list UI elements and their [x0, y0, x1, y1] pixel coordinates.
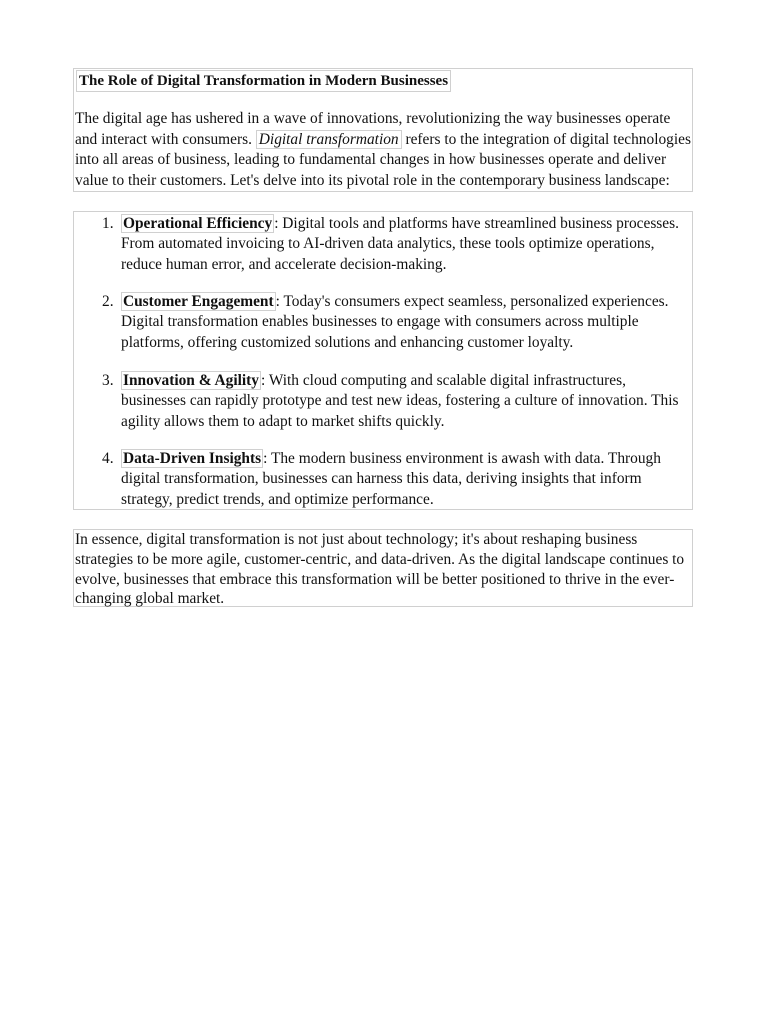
list-item-heading: Operational Efficiency	[123, 215, 273, 232]
list-item-heading: Innovation & Agility	[123, 372, 259, 389]
conclusion-paragraph: In essence, digital transformation is not just about technology; it's about reshaping business strategies to be more agile, customer-centric, and data-driven. As the digital landscape continues to evolve, businesses that embrace this transformation will be better positioned to thrive in the ever-changing global market.	[75, 531, 685, 608]
list-item-heading: Customer Engagement	[123, 293, 274, 310]
list-item-heading: Data-Driven Insights	[123, 450, 262, 467]
list-item-innovation-agility	[102, 371, 687, 432]
list-item-text: : The modern business environment is awash with data. Through digital transformation, businesses can harness this data, deriving insights that inform strategy, predict trends, and optimize performance.	[121, 450, 661, 508]
list-item-number: 2.	[102, 293, 114, 310]
key-roles-list	[73, 211, 693, 510]
intro-emphasis-term: Digital transformation	[256, 130, 402, 149]
list-item-text: : With cloud computing and scalable digital infrastructures, businesses can rapidly prototype and test new ideas, fostering a culture of innovation. This agility allows them to adapt to market shifts quickly.	[121, 372, 679, 430]
list-item-number: 3.	[102, 372, 114, 389]
intro-section	[73, 68, 693, 192]
document-title: The Role of Digital Transformation in Modern Businesses	[76, 70, 451, 92]
intro-paragraph	[75, 109, 693, 191]
list-item-text: : Today's consumers expect seamless, personalized experiences. Digital transformation enables businesses to engage with consumers across multiple platforms, offering customized solutions and enhancing customer loyalty.	[121, 293, 669, 351]
list-item-number: 1.	[102, 215, 114, 232]
conclusion-section	[73, 529, 693, 607]
intro-text-after: refers to the integration of digital technologies into all areas of business, leading to fundamental changes in how businesses operate and deliver value to their customers. Let's delve into its pivotal role in the contemporary business landscape:	[75, 130, 691, 189]
list-item-customer-engagement	[102, 292, 687, 353]
list-item-operational-efficiency	[102, 214, 687, 275]
list-item-data-driven-insights	[102, 449, 687, 510]
list-item-text: : Digital tools and platforms have streamlined business processes. From automated invoicing to AI-driven data analytics, these tools optimize operations, reduce human error, and accelerate decision-making.	[121, 215, 679, 273]
intro-text-before: The digital age has ushered in a wave of innovations, revolutionizing the way businesses operate and interact with consumers.	[75, 110, 671, 148]
list-item-number: 4.	[102, 450, 114, 467]
